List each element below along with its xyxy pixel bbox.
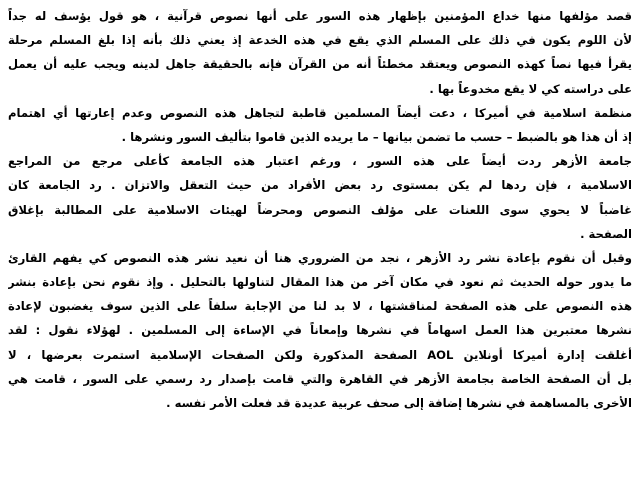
- text-line-14: نشرها معتبرين هذا العمل اسهاماً في نشرها وإمعاناً في الإساءة إلى المسلمين . لهؤلاء نقول : لقد: [8, 323, 632, 338]
- text-line-1: قصد مؤلفها منها خداع المؤمنين بإظهار هذه السور على أنها نصوص قرآنية ، هو قول يؤسف له جداً: [8, 9, 632, 23]
- text-line-10: الصفحة .: [580, 226, 632, 241]
- text-line-15: أغلقت إدارة أميركا أونلاين AOL الصفحة المذكورة ولكن الصفحات الإسلامية استمرت بعرضها ، لا: [8, 347, 632, 362]
- text-line-5: منظمة اسلامية في أميركا ، دعت أيضاً المسلمين قاطبة لتجاهل هذه النصوص وعدم إعارتها أي اهتمام: [8, 105, 632, 120]
- text-line-2: لأن اللوم يكون في ذلك على المسلم الذي يقع في هذه الخدعة إذ يعني ذلك بأنه إذا بلغ المسلم مرحلة: [8, 33, 632, 48]
- text-line-7: جامعة الأزهر ردت أيضاً على هذه السور ، ورغم اعتبار هذه الجامعة كأعلى مرجع من المراجع: [8, 154, 632, 169]
- text-line-17: الأخرى بالمساهمة في نشرها إضافة إلى صحف عربية عديدة قد فعلت الأمر نفسه .: [166, 396, 632, 410]
- text-line-13: هذه النصوص على هذه الصفحة لمناقشتها ، لا بد لنا من الإجابة سلفاً على الذين سوف يغضبون لإعادة: [8, 299, 632, 314]
- text-line-4: على دراسته كي لا يقع مخدوعاً بها .: [429, 81, 632, 96]
- text-line-6: إذ أن هذا هو بالضبط – حسب ما تضمن بيانها – ما يريده الذين قاموا بتأليف السور ونشرها .: [121, 129, 632, 144]
- text-line-11: وقبل أن نقوم بإعادة نشر رد الأزهر ، نجد من الضروري هنا أن نعيد نشر هذه النصوص كي يفهم القارئ: [8, 250, 632, 265]
- text-line-8: الاسلامية ، فإن ردها لم يكن بمستوى رد بعض الأفراد من حيث التعقل والاتزان . رد الجامعة كان: [8, 178, 632, 193]
- text-line-3: يقرأ فيها نصاً كهذه النصوص ويعتقد مخطئاً أنه من القرآن فإنه بالحقيقة جاهل لدينه ويجب عليه أن يعمل: [8, 57, 632, 72]
- text-line-12: ما يدور حوله الحديث ثم نعود في مكان آخر من هذا المقال لتناولها بالتحليل . وإذ نقوم نحن بإعادة بنشر: [8, 275, 632, 290]
- text-line-16: بل أن الصفحة الخاصة بجامعة الأزهر في القاهرة والتي قامت بإصدار رد رسمي على السور ، قامت هي: [8, 371, 632, 386]
- text-line-9: غاضباً لا يحوي سوى اللعنات على مؤلف النصوص ومحرضاً لهيئات الاسلامية على المطالبة بإغلاق: [8, 202, 632, 217]
